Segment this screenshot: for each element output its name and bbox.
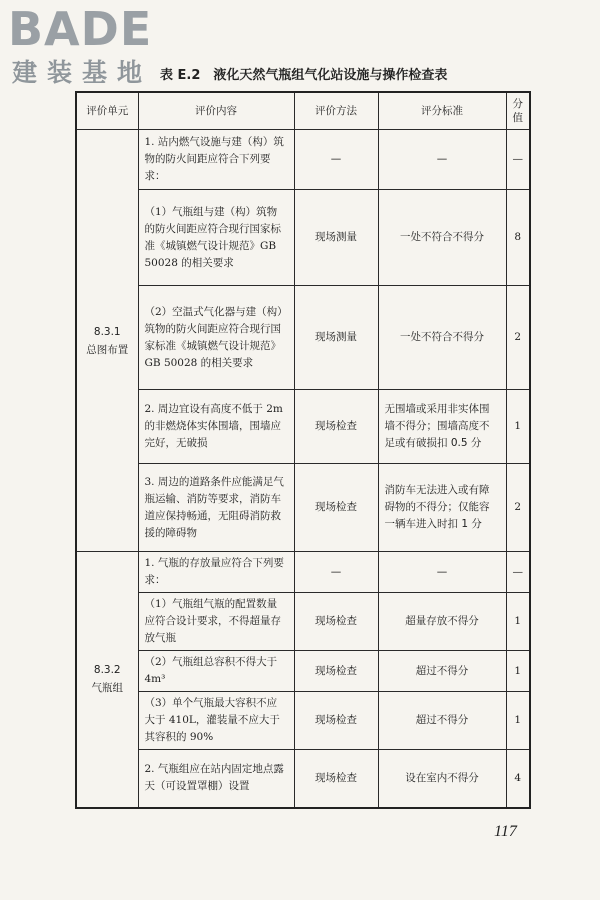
- score-cell: 2: [506, 464, 530, 552]
- content-cell: （3）单个气瓶最大容积不应大于 410L，灌装量不应大于其容积的 90%: [138, 692, 294, 750]
- content-cell: （1）气瓶组气瓶的配置数量应符合设计要求，不得超量存放气瓶: [138, 593, 294, 651]
- header-standard: 评分标准: [378, 92, 506, 130]
- score-cell: 1: [506, 593, 530, 651]
- standard-cell: 超过不得分: [378, 651, 506, 692]
- content-cell: 2. 周边宜设有高度不低于 2m 的非燃烧体实体围墙，围墙应完好，无破损: [138, 390, 294, 464]
- watermark-brand: BADE: [8, 2, 153, 56]
- content-cell: 1. 气瓶的存放量应符合下列要求：: [138, 552, 294, 593]
- method-cell: —: [294, 130, 378, 190]
- score-cell: —: [506, 552, 530, 593]
- score-cell: 2: [506, 286, 530, 390]
- table-row: [76, 390, 530, 464]
- method-cell: 现场测量: [294, 286, 378, 390]
- header-content: 评价内容: [138, 92, 294, 130]
- watermark-subtitle: 建装基地: [12, 58, 153, 87]
- content-cell: （1）气瓶组与建（构）筑物的防火间距应符合现行国家标准《城镇燃气设计规范》GB 50028 的相关要求: [138, 190, 294, 286]
- content-cell: 3. 周边的道路条件应能满足气瓶运输、消防等要求，消防车道应保持畅通，无阻碍消防救援的障碍物: [138, 464, 294, 552]
- method-cell: 现场检查: [294, 651, 378, 692]
- method-cell: 现场检查: [294, 593, 378, 651]
- content-cell: 1. 站内燃气设施与建（构）筑物的防火间距应符合下列要求：: [138, 130, 294, 190]
- score-cell: 8: [506, 190, 530, 286]
- header-unit: 评价单元: [76, 92, 138, 130]
- content-cell: （2）空温式气化器与建（构）筑物的防火间距应符合现行国家标准《城镇燃气设计规范》GB 50028 的相关要求: [138, 286, 294, 390]
- page-number: 117: [494, 823, 517, 840]
- score-cell: 1: [506, 692, 530, 750]
- method-cell: 现场检查: [294, 390, 378, 464]
- method-cell: 现场测量: [294, 190, 378, 286]
- watermark-logo: [6, 4, 181, 90]
- unit-cell-general-layout: 8.3.1 总图布置: [76, 130, 138, 552]
- standard-cell: —: [378, 130, 506, 190]
- table-title: 表 E.2 液化天然气瓶组气化站设施与操作检查表: [160, 68, 448, 83]
- table-header-row: [76, 92, 530, 130]
- content-cell: 2. 气瓶组应在站内固定地点露天（可设置罩棚）设置: [138, 750, 294, 808]
- method-cell: 现场检查: [294, 692, 378, 750]
- table-row: [76, 286, 530, 390]
- unit-cell-cylinder-group: 8.3.2 气瓶组: [76, 552, 138, 808]
- standard-cell: 超过不得分: [378, 692, 506, 750]
- table-row: [76, 190, 530, 286]
- content-cell: （2）气瓶组总容积不得大于 4m³: [138, 651, 294, 692]
- standard-cell: 无围墙或采用非实体围墙不得分；围墙高度不足或有破损扣 0.5 分: [378, 390, 506, 464]
- method-cell: 现场检查: [294, 464, 378, 552]
- standard-cell: 超量存放不得分: [378, 593, 506, 651]
- standard-cell: —: [378, 552, 506, 593]
- standard-cell: 消防车无法进入或有障碍物的不得分；仅能容一辆车进入时扣 1 分: [378, 464, 506, 552]
- table-row: [76, 651, 530, 692]
- standard-cell: 设在室内不得分: [378, 750, 506, 808]
- header-score: 分值: [506, 92, 530, 130]
- header-method: 评价方法: [294, 92, 378, 130]
- score-cell: 4: [506, 750, 530, 808]
- table-row: [76, 464, 530, 552]
- score-cell: —: [506, 130, 530, 190]
- table-row: [76, 750, 530, 808]
- method-cell: 现场检查: [294, 750, 378, 808]
- standard-cell: 一处不符合不得分: [378, 190, 506, 286]
- score-cell: 1: [506, 651, 530, 692]
- table-row: [76, 593, 530, 651]
- method-cell: —: [294, 552, 378, 593]
- table-row: [76, 692, 530, 750]
- score-cell: 1: [506, 390, 530, 464]
- table-row: [76, 130, 530, 190]
- inspection-table: [75, 91, 531, 809]
- table-row: [76, 552, 530, 593]
- standard-cell: 一处不符合不得分: [378, 286, 506, 390]
